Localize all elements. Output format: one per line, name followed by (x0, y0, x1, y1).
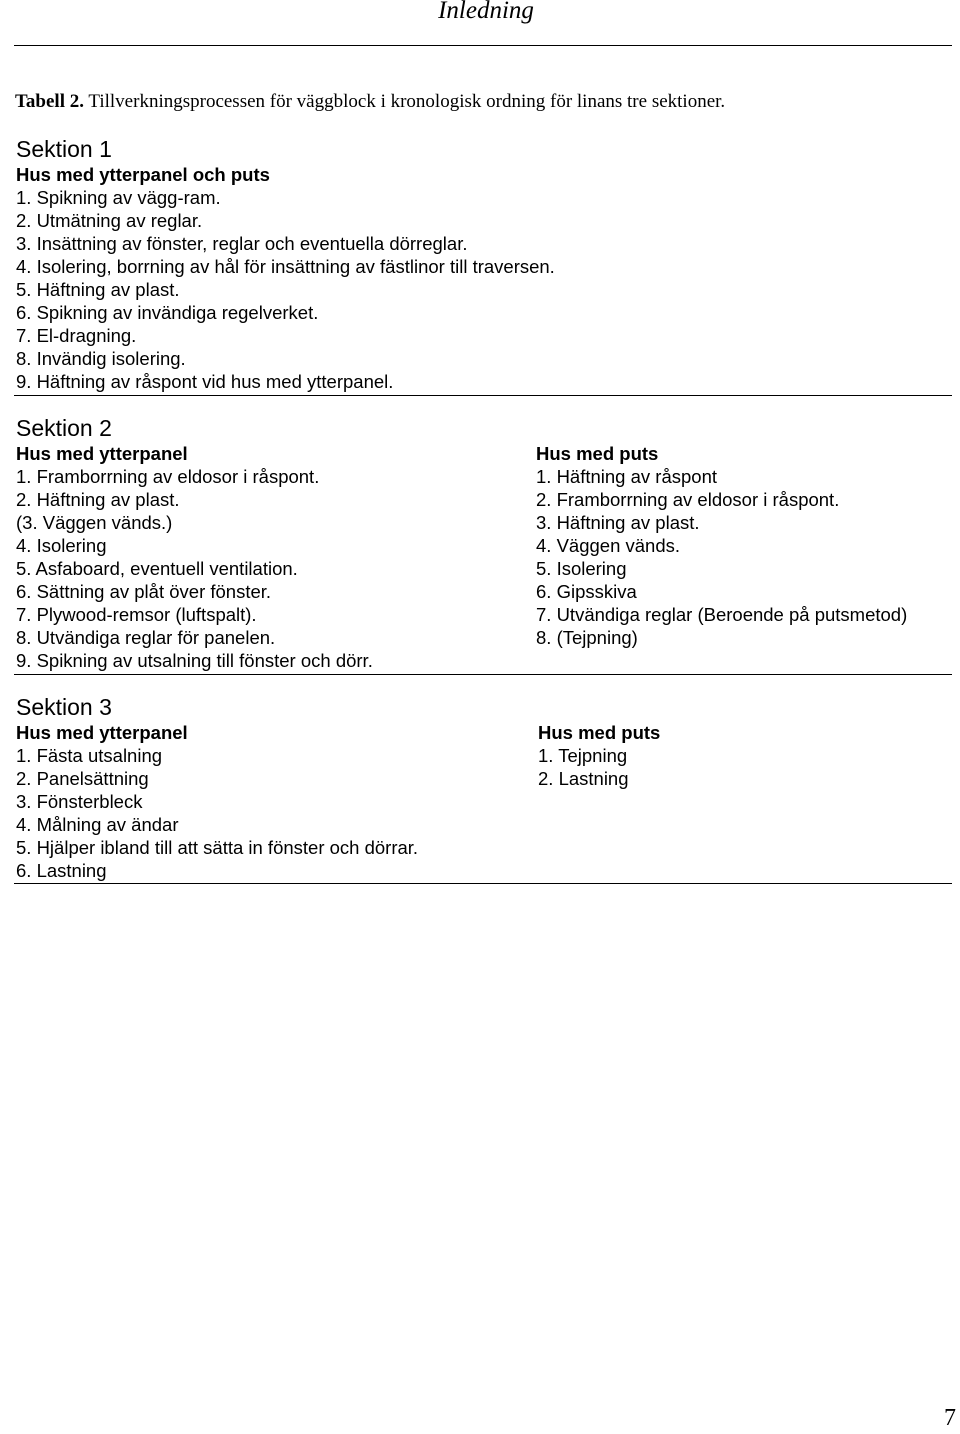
list-item: 4. Isolering (16, 535, 107, 556)
section-3-left-column (16, 721, 418, 882)
list-item: 8. Utvändiga reglar för panelen. (16, 627, 276, 648)
section-1-left-heading: Hus med ytterpanel och puts (16, 164, 270, 185)
section-2-left-column (16, 442, 373, 672)
list-item: 8. Invändig isolering. (16, 348, 186, 369)
list-item: 4. Isolering, borrning av hål för insättning av fästlinor till traversen. (16, 256, 555, 277)
table-caption-text: Tillverkningsprocessen för väggblock i kronologisk ordning för linans tre sektioner. (84, 91, 726, 112)
list-item: 9. Häftning av råspont vid hus med ytterpanel. (16, 371, 394, 392)
list-item: 2. Framborrning av eldosor i råspont. (536, 489, 840, 510)
section-1-divider (14, 395, 952, 396)
section-3-left-heading: Hus med ytterpanel (16, 722, 188, 743)
list-item: 9. Spikning av utsalning till fönster och dörr. (16, 650, 373, 671)
list-item: 6. Gipsskiva (536, 581, 637, 602)
list-item: 2. Panelsättning (16, 768, 149, 789)
list-item: 7. Plywood-remsor (luftspalt). (16, 604, 257, 625)
list-item: 6. Spikning av invändiga regelverket. (16, 302, 319, 323)
section-2-title: Sektion 2 (16, 415, 112, 441)
section-2-right-column (536, 442, 907, 649)
list-item: 6. Sättning av plåt över fönster. (16, 581, 272, 602)
list-item: 1. Häftning av råspont (536, 466, 717, 487)
list-item: 2. Utmätning av reglar. (16, 210, 203, 231)
section-3-right-column (538, 721, 660, 790)
list-item: 6. Lastning (16, 860, 107, 881)
list-item: 7. Utvändiga reglar (Beroende på putsmetod) (536, 604, 908, 625)
header-divider (14, 45, 952, 46)
list-item: 5. Häftning av plast. (16, 279, 180, 300)
section-1-left-column (16, 163, 555, 393)
list-item: 3. Insättning av fönster, reglar och eventuella dörreglar. (16, 233, 468, 254)
list-item: 8. (Tejpning) (536, 627, 638, 648)
list-item: 2. Lastning (538, 768, 629, 789)
table-caption-label: Tabell 2. (15, 91, 84, 112)
list-item: 3. Häftning av plast. (536, 512, 700, 533)
section-3-right-heading: Hus med puts (538, 722, 661, 743)
table-caption (15, 90, 725, 114)
section-3-title: Sektion 3 (16, 694, 112, 720)
list-item: 1. Spikning av vägg-ram. (16, 187, 221, 208)
list-item: 7. El-dragning. (16, 325, 137, 346)
list-item: 3. Fönsterbleck (16, 791, 143, 812)
list-item: (3. Väggen vänds.) (16, 512, 173, 533)
list-item: 1. Fästa utsalning (16, 745, 163, 766)
page-number: 7 (944, 1405, 956, 1431)
list-item: 1. Framborrning av eldosor i råspont. (16, 466, 320, 487)
list-item: 4. Målning av ändar (16, 814, 179, 835)
list-item: 5. Hjälper ibland till att sätta in fönster och dörrar. (16, 837, 419, 858)
list-item: 2. Häftning av plast. (16, 489, 180, 510)
list-item: 5. Isolering (536, 558, 627, 579)
list-item: 4. Väggen vänds. (536, 535, 680, 556)
section-2-right-heading: Hus med puts (536, 443, 659, 464)
section-2-left-heading: Hus med ytterpanel (16, 443, 188, 464)
section-3-divider (14, 883, 952, 884)
list-item: 1. Tejpning (538, 745, 628, 766)
section-2-divider (14, 674, 952, 675)
section-1-title: Sektion 1 (16, 136, 112, 162)
page-header-title: Inledning (438, 0, 534, 24)
list-item: 5. Asfaboard, eventuell ventilation. (16, 558, 298, 579)
